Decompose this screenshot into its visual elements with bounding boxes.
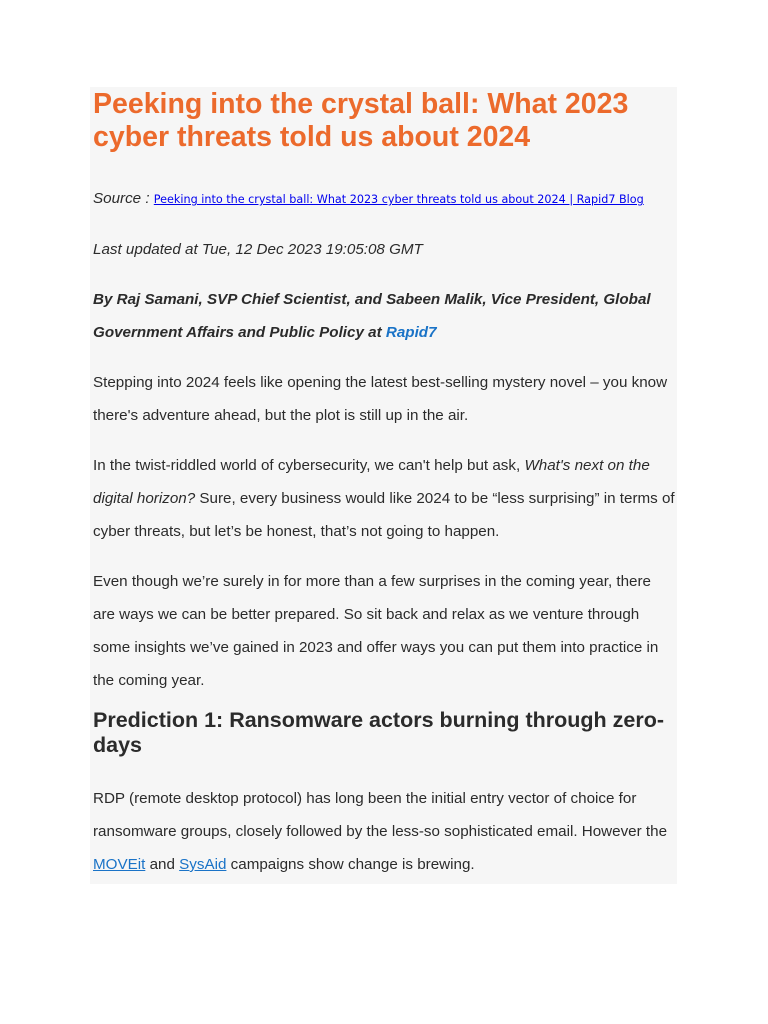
rapid7-link[interactable]: Rapid7 — [385, 324, 437, 341]
paragraph-question-end: Sure, every business would like 2024 to be “less surprising” in terms of cyber threats, but let’s be honest, that’s not going to happen. — [93, 490, 675, 540]
moveit-link[interactable]: MOVEit — [93, 856, 146, 873]
paragraph-rdp-start: RDP (remote desktop protocol) has long been the initial entry vector of choice for ransomware groups, closely followed by the less-so sophisticated email. However the — [93, 790, 668, 840]
highlighted-question: What's next on the digital horizon? — [93, 457, 650, 507]
paragraph-intro: Stepping into 2024 feels like opening the latest best-selling mystery novel – you know there's adventure ahead, but the plot is still up in the air. — [93, 374, 668, 424]
sysaid-link[interactable]: SysAid — [179, 856, 227, 873]
paragraph-rdp-and: and — [149, 856, 175, 873]
paragraph-rdp-end: campaigns show change is brewing. — [230, 856, 475, 873]
article-content — [93, 87, 677, 881]
byline-text: By Raj Samani, SVP Chief Scientist, and Sabeen Malik, Vice President, Global Government Affairs and Public Policy at — [93, 291, 651, 341]
source-label: Source : — [93, 190, 150, 207]
source-line — [93, 182, 677, 216]
paragraph-question-start: In the twist-riddled world of cybersecurity, we can't help but ask, — [93, 457, 521, 474]
section-heading-prediction-1: Prediction 1: Ransomware actors burning through zero-days — [93, 708, 665, 757]
paragraph-question — [93, 449, 677, 548]
source-link[interactable]: Peeking into the crystal ball: What 2023 cyber threats told us about 2024 | Rapid7 Blog — [153, 193, 644, 206]
byline — [93, 283, 677, 349]
article-title: Peeking into the crystal ball: What 2023 cyber threats told us about 2024 — [93, 88, 629, 153]
last-updated: Last updated at Tue, 12 Dec 2023 19:05:08 GMT — [93, 241, 423, 258]
paragraph-rdp — [93, 782, 677, 881]
paragraph-insights: Even though we’re surely in for more than a few surprises in the coming year, there are ways we can be better prepared. So sit back and relax as we venture through some insights we’ve gained in 2023 and offer ways you can put them into practice in the coming year. — [93, 573, 659, 689]
